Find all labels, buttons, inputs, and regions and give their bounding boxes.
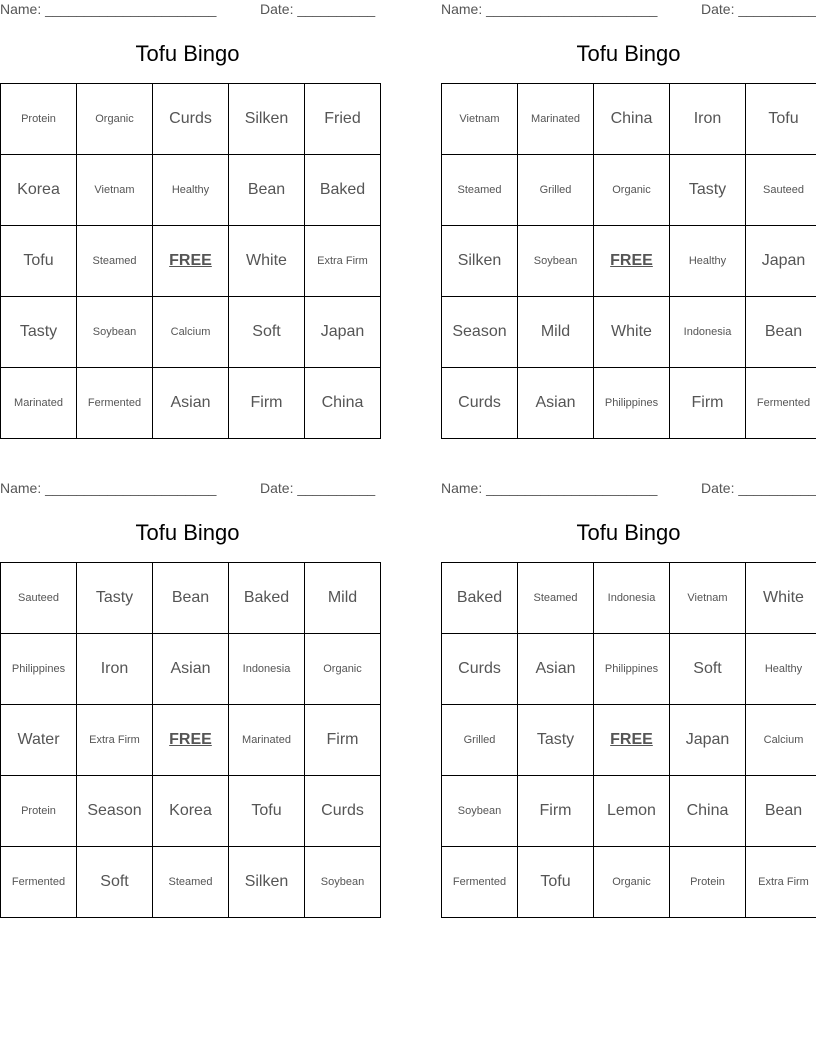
grid-row — [1, 226, 381, 297]
grid-row — [1, 368, 381, 439]
bingo-cell[interactable]: Extra Firm — [305, 226, 381, 297]
bingo-cell[interactable]: Grilled — [518, 155, 594, 226]
bingo-cell[interactable]: Tasty — [670, 155, 746, 226]
bingo-grid — [441, 83, 816, 439]
bingo-cell[interactable]: Sauteed — [746, 155, 816, 226]
bingo-cell[interactable]: Protein — [1, 776, 77, 847]
bingo-cell[interactable]: China — [670, 776, 746, 847]
bingo-cell[interactable]: Firm — [229, 368, 305, 439]
bingo-cell[interactable]: Organic — [77, 84, 153, 155]
bingo-cell[interactable]: Fried — [305, 84, 381, 155]
grid-row — [1, 634, 381, 705]
bingo-cell[interactable]: Firm — [518, 776, 594, 847]
bingo-cell[interactable]: Marinated — [1, 368, 77, 439]
bingo-cell[interactable]: Asian — [153, 368, 229, 439]
name-field[interactable]: Name: ______________________ — [441, 480, 658, 496]
bingo-cell[interactable]: Korea — [1, 155, 77, 226]
bingo-cell[interactable]: Marinated — [229, 705, 305, 776]
grid-row — [1, 155, 381, 226]
bingo-cell[interactable]: Protein — [670, 847, 746, 918]
bingo-cell[interactable]: Sauteed — [1, 563, 77, 634]
bingo-cell[interactable]: Silken — [229, 84, 305, 155]
bingo-cell[interactable]: Healthy — [670, 226, 746, 297]
bingo-cell[interactable]: Philippines — [594, 368, 670, 439]
grid-row — [1, 776, 381, 847]
grid-row — [1, 84, 381, 155]
bingo-cell[interactable]: Organic — [594, 155, 670, 226]
date-field[interactable]: Date: __________ — [260, 480, 376, 496]
bingo-cell[interactable]: White — [229, 226, 305, 297]
bingo-cell[interactable]: Protein — [1, 84, 77, 155]
bingo-cell[interactable]: Calcium — [746, 705, 816, 776]
bingo-cell[interactable]: Organic — [594, 847, 670, 918]
bingo-card-3 — [0, 479, 376, 890]
bingo-cell[interactable]: Lemon — [594, 776, 670, 847]
bingo-cell[interactable]: Tofu — [229, 776, 305, 847]
card-title: Tofu Bingo — [576, 41, 681, 66]
grid-row — [442, 297, 816, 368]
bingo-cell[interactable]: Asian — [518, 368, 594, 439]
bingo-cell[interactable]: Mild — [305, 563, 381, 634]
bingo-cell[interactable]: Iron — [670, 84, 746, 155]
bingo-cell[interactable]: Japan — [746, 226, 816, 297]
grid-row — [442, 368, 816, 439]
bingo-cell[interactable]: Bean — [746, 297, 816, 368]
grid-row — [442, 84, 816, 155]
bingo-cell[interactable]: Fermented — [77, 368, 153, 439]
bingo-cell[interactable]: Calcium — [153, 297, 229, 368]
bingo-cell[interactable]: Vietnam — [77, 155, 153, 226]
grid-row — [442, 155, 816, 226]
bingo-cell[interactable]: Water — [1, 705, 77, 776]
bingo-cell[interactable]: Soft — [229, 297, 305, 368]
bingo-cell[interactable]: Tasty — [518, 705, 594, 776]
bingo-cell[interactable]: White — [746, 563, 816, 634]
bingo-cell[interactable]: Iron — [77, 634, 153, 705]
bingo-cell[interactable]: Tofu — [518, 847, 594, 918]
bingo-cell[interactable]: Silken — [442, 226, 518, 297]
bingo-cell[interactable]: Grilled — [442, 705, 518, 776]
bingo-cell[interactable]: Firm — [670, 368, 746, 439]
bingo-card-2 — [441, 0, 816, 411]
bingo-cell[interactable]: Asian — [153, 634, 229, 705]
bingo-cell[interactable]: Mild — [518, 297, 594, 368]
bingo-cell[interactable]: Baked — [229, 563, 305, 634]
bingo-cell[interactable]: Soft — [670, 634, 746, 705]
bingo-cell[interactable]: China — [305, 368, 381, 439]
card-header — [441, 479, 816, 501]
bingo-cell[interactable]: Steamed — [153, 847, 229, 918]
bingo-grid — [0, 83, 381, 439]
bingo-cell[interactable]: Vietnam — [442, 84, 518, 155]
bingo-cell[interactable]: Steamed — [77, 226, 153, 297]
bingo-cell[interactable]: Extra Firm — [746, 847, 816, 918]
bingo-cell[interactable]: Indonesia — [594, 563, 670, 634]
grid-row — [1, 297, 381, 368]
bingo-cell[interactable]: Baked — [305, 155, 381, 226]
bingo-cell[interactable]: Curds — [305, 776, 381, 847]
bingo-cell[interactable]: Curds — [442, 368, 518, 439]
grid-row — [1, 705, 381, 776]
name-field[interactable]: Name: ______________________ — [0, 480, 217, 496]
bingo-cell[interactable]: Tasty — [1, 297, 77, 368]
bingo-cell[interactable]: Baked — [442, 563, 518, 634]
free-space-cell[interactable]: FREE — [594, 226, 670, 297]
grid-row — [442, 847, 816, 918]
card-header — [0, 0, 375, 22]
bingo-cell[interactable]: Steamed — [442, 155, 518, 226]
bingo-cell[interactable]: Tofu — [1, 226, 77, 297]
bingo-cell[interactable]: Fermented — [442, 847, 518, 918]
bingo-card-4 — [441, 479, 816, 890]
bingo-cell[interactable]: Soft — [77, 847, 153, 918]
bingo-grid — [441, 562, 816, 918]
grid-row — [442, 776, 816, 847]
grid-row — [1, 847, 381, 918]
bingo-cell[interactable]: Soybean — [305, 847, 381, 918]
bingo-cell[interactable]: Philippines — [594, 634, 670, 705]
name-field[interactable]: Name: ______________________ — [441, 1, 658, 17]
free-space-cell[interactable]: FREE — [153, 226, 229, 297]
card-header — [0, 479, 375, 501]
bingo-cell[interactable]: Organic — [305, 634, 381, 705]
bingo-cell[interactable]: Season — [442, 297, 518, 368]
bingo-cell[interactable]: Indonesia — [670, 297, 746, 368]
bingo-card-1 — [0, 0, 376, 411]
bingo-grid — [0, 562, 381, 918]
bingo-cell[interactable]: Korea — [153, 776, 229, 847]
bingo-cell[interactable]: Season — [77, 776, 153, 847]
bingo-cell[interactable]: Marinated — [518, 84, 594, 155]
bingo-cell[interactable]: Japan — [670, 705, 746, 776]
bingo-cell[interactable]: China — [594, 84, 670, 155]
bingo-cell[interactable]: Asian — [518, 634, 594, 705]
bingo-cell[interactable]: Fermented — [1, 847, 77, 918]
bingo-cell[interactable]: Firm — [305, 705, 381, 776]
bingo-cell[interactable]: Soybean — [77, 297, 153, 368]
free-space-cell[interactable]: FREE — [153, 705, 229, 776]
card-title: Tofu Bingo — [576, 520, 681, 545]
bingo-cell[interactable]: Tofu — [746, 84, 816, 155]
bingo-cell[interactable]: Curds — [153, 84, 229, 155]
bingo-cell[interactable]: Curds — [442, 634, 518, 705]
date-field[interactable]: Date: __________ — [260, 1, 376, 17]
bingo-cell[interactable]: Steamed — [518, 563, 594, 634]
bingo-cell[interactable]: Philippines — [1, 634, 77, 705]
bingo-cell[interactable]: Silken — [229, 847, 305, 918]
bingo-cell[interactable]: Bean — [746, 776, 816, 847]
bingo-cell[interactable]: Bean — [153, 563, 229, 634]
card-title: Tofu Bingo — [135, 41, 240, 66]
card-header — [441, 0, 816, 22]
bingo-cell[interactable]: Healthy — [153, 155, 229, 226]
grid-row — [442, 705, 816, 776]
name-field[interactable]: Name: ______________________ — [0, 1, 217, 17]
bingo-cell[interactable]: Fermented — [746, 368, 816, 439]
grid-row — [442, 634, 816, 705]
date-field[interactable]: Date: __________ — [701, 1, 816, 17]
bingo-cell[interactable]: Healthy — [746, 634, 816, 705]
grid-row — [442, 563, 816, 634]
grid-row — [442, 226, 816, 297]
card-title: Tofu Bingo — [135, 520, 240, 545]
bingo-cell[interactable]: Soybean — [518, 226, 594, 297]
bingo-cell[interactable]: Extra Firm — [77, 705, 153, 776]
bingo-cell[interactable]: Bean — [229, 155, 305, 226]
free-space-cell[interactable]: FREE — [594, 705, 670, 776]
bingo-cell[interactable]: White — [594, 297, 670, 368]
bingo-cell[interactable]: Indonesia — [229, 634, 305, 705]
bingo-cell[interactable]: Japan — [305, 297, 381, 368]
grid-row — [1, 563, 381, 634]
bingo-cell[interactable]: Tasty — [77, 563, 153, 634]
bingo-cell[interactable]: Soybean — [442, 776, 518, 847]
date-field[interactable]: Date: __________ — [701, 480, 816, 496]
bingo-cell[interactable]: Vietnam — [670, 563, 746, 634]
